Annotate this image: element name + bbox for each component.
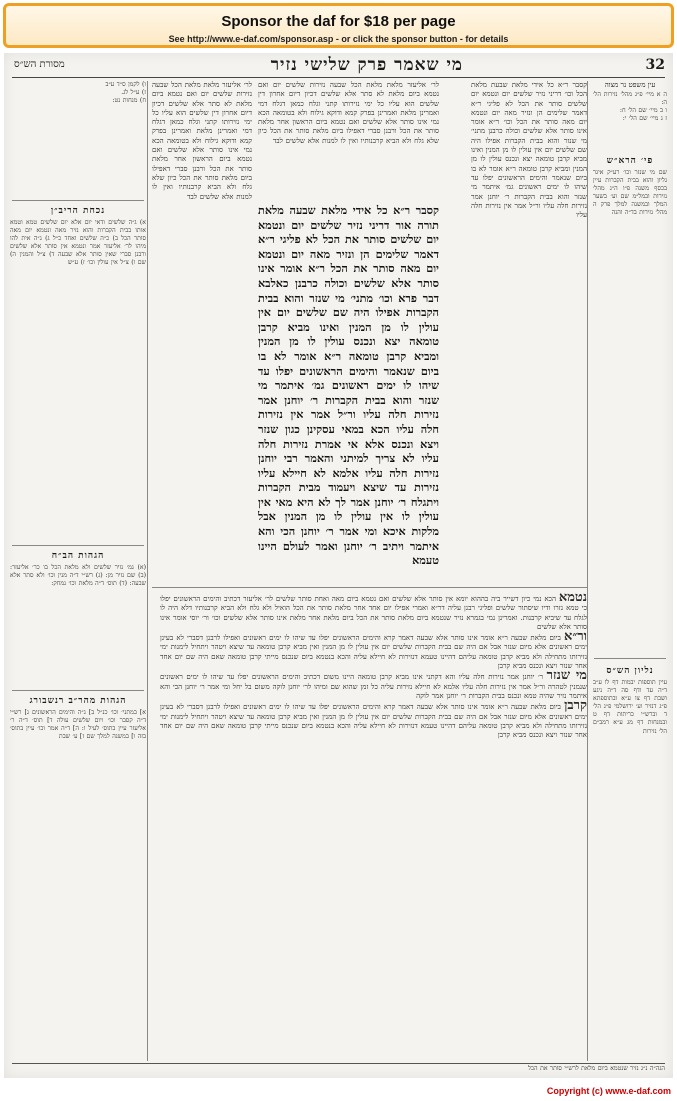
page-header	[4, 53, 673, 79]
gilyon-hashas	[593, 663, 667, 1063]
box-divider	[594, 658, 666, 659]
sponsor-subtitle[interactable]: See http://www.e-daf.com/sponsor.asp - or click the sponsor button - for details	[168, 34, 509, 44]
tosafot-column	[152, 81, 252, 581]
bach-text: (א) גמ׳ נזיר שלשים ולא מלאת הכל בו כר׳ אליעזר: (ב) שם נזיר מן: (ג) רש״י ד״ה מנין וכו׳ ולא סתר אלא שבעה: (ד) תוס׳ ד״ה מלאת וכו׳ נמחק:	[10, 564, 146, 588]
ein-mishpat-line: ו ב מיי׳ שם הל׳ ח:	[619, 107, 667, 115]
rashi-heading: פי׳ הרא״ש	[606, 156, 654, 166]
bottom-footnote: הגה״ה נ״ג נזיר שנטמא ביום מלאת לרש״י סותר את הכל	[528, 1065, 665, 1072]
lower-text-b-body: ביום מלאת שבעה ר״א אומר אינו סותר אלא שבעה דאמר קרא והימים הראשונים יפלו עד שיהו לו ימים ראשונים ואפילו לרבנן דסברי לא בעינן ימים ראשונים אלא מיום שנזר אבל אם היה שם בבית הקברות שלשים יום אין עולין לו מן המנין ואין מביא קרבן טומאה עד שיצא ויטהר ויתחיל לימנות ימי נזירותו מתחילה ולא מביא קרבן טומאה עליהם דהיינו טעמא דנזירות לא חיילא עליה והכא בנטמא ביום שנכנס מייתי קרבן טומאה שאם היה שם יום אחד אחר שנזר ויצא ונכנס מביא קרבן	[160, 634, 587, 671]
gilyon-text: עיין תוספות יבמות דף לו ע״ב ד״ה עד ודף סה ד״ה ניגע ושבת דף צו ע״א ובתוספתא פ״ג דנזיר וע׳ ירושלמי פ״ג הל׳ ד וברש״י כריתות דף ט ובמנחות דף מג ע״א רמב״ם הל׳ נזירות	[593, 679, 667, 735]
tosafot-text: לר׳ אליעזר מלאת מלאת הכל שבעה נזירות שלשים יום ואם נטמא ביום מלאת לא סתר אלא שלשים דכיון דיום אחרון דין שלשים הוא עליו כל ימי נזירותו קתני וגלח כמאן דגלח דמי ואמרינן מלאת ואמרינן בפרק קמא ודוקא גילוח ולא בטומאה הכא נמי אינו סותר אלא שלשים ואם נטמא ביום הראשון אחר מלאת סותר את הכל ורבנן סברי דאפילו ביום מלאת סותר את הכל כיון שלא גלח ולא הביא קרבנותיו ואין לו למנות אלא שלשים לבד	[152, 81, 252, 201]
masoret-line: ח) מנחות נט:	[112, 97, 146, 105]
lower-commentary	[160, 593, 587, 1053]
gemara-column	[258, 203, 439, 583]
lower-text-a	[160, 593, 587, 632]
dibur-hamatchil: נטמא	[558, 593, 587, 605]
column-divider	[147, 81, 148, 1061]
copyright-notice[interactable]: Copyright (c) www.e-daf.com	[546, 1086, 671, 1096]
dibur-hamatchil: מי שנזר	[546, 668, 587, 684]
hagahot-maharab	[10, 693, 146, 1073]
maharab-heading: הגהות מהר״ב רנשבורג	[29, 696, 127, 706]
left-masoret	[10, 81, 146, 201]
sponsor-title[interactable]: Sponsor the daf for $18 per page	[221, 13, 456, 30]
lower-text-d-body: ביום מלאת שבעה ר״א אומר אינו סותר אלא שבעה דאמר קרא והימים הראשונים יפלו עד שיהו לו ימים ראשונים ואפילו לרבנן דסברי לא בעינן ימים ראשונים אלא מיום שנזר אבל אם היה שם בבית הקברות שלשים יום אין עולין לו מן המנין ואין מביא קרבן טומאה עד שיצא ויטהר ויתחיל לימנות ימי נזירותו מתחילה ולא מביא קרבן טומאה עליהם דהיינו טעמא דנזירות לא חיילא עליה והכא בנטמא ביום שנכנס מייתי קרבן טומאה שאם היה שם יום אחד אחר שנזר ויצא ונכנס מביא קרבן	[160, 703, 587, 740]
nusach-haribban	[10, 203, 146, 543]
box-divider	[12, 200, 144, 201]
sponsor-banner[interactable]	[3, 3, 674, 48]
lower-text-c	[160, 668, 587, 701]
ein-mishpat-line: ה א מיי׳ פ״ג מהל׳ נזירות הל׳ ה:	[593, 91, 667, 107]
bach-heading: הגהות הב״ח	[51, 551, 105, 561]
gemara-text: קסבר ר״א כל אידי מלאת שבעה מלאת תורה אור דריני נזיר שלשים יום ונטמא יום שלשים סותר את הכל לא פליגי ר״א דאמר שלימים הן ונזיר מאה יום ונטמא יום מאה סותר את הכל ר״א אומר אינו סותר אלא שלשים וכולה כרבנן כאלבא דבר פרא וכו׳ מתני׳ מי שנזר והוא בבית הקברות אפילו היה שם שלשים יום אין עולין לו מן המנין ואינו מביא קרבן טומאה יצא ונכנס עולין לו מן המנין ומביא קרבן טומאה ר״א אומר לא בו ביום שנאמר והימים הראשונים יפלו עד שיהו לו ימים ראשונים גמ׳ איתמר מי שנזר והוא בבית הקברות ר׳ יוחנן אמר נזירות חלה עליו ור״ל אמר אין נזירות חלה עליו הכא במאי עסקינן כגון שנזר ויצא ונכנס אלא אי אמרת נזירות חלה עליו לא צריך למיתני והאמר רבי יוחנן נזירות חלה עליו אלמא לא חיילא עליו נזירות עד שיצא ויעמוד מבית הקברות ויתגלח ר׳ יוחנן אמר לך לא היא מאי אין עולין לו אין עולין לו מן המנין אבל מלקות איכא ומי אמר ר׳ יוחנן הכי והא איתמר ויתיב ר׳ יוחנן ואמר לעולם היינו טעמא	[258, 203, 439, 568]
box-divider	[12, 545, 144, 546]
rashi-column	[471, 81, 587, 581]
bottom-rule	[12, 1063, 665, 1064]
header-rule	[12, 77, 665, 78]
masoret-line: ז) ע״ל לג.	[121, 89, 146, 97]
maharab-text: א] במתני׳ וכו׳ כנ״ל ב] ג״ה והימים הראשונים ג] רש״י ד״ה קסבר וכו׳ ויום שלשים עולה ד] תוס׳ ד״ה ר׳ אליעזר עיין בתוס׳ לעיל ו: ה] ד״ה אמר וכו׳ עיין בתוס׳ בזה ו] במשנה למלך שם ז] ע׳ שבת	[10, 709, 146, 741]
dibur-hamatchil: קרבן	[564, 698, 587, 714]
lower-text-c-body: ר׳ יוחנן אמר נזירות חלה עליו והא דקתני אינו מביא קרבן טומאה היינו משום דכתיב והימים הראשונים יפלו עד שיהו לו ימים ראשונים שנמנין לטהרה ור״ל אמר אין נזירות חלה עליו אלמא לא חיילא נזירות עליה כל זמן שהוא שם ומיהו לר׳ יוחנן לוקה משום בל יחל ומי אמר ר׳ יוחנן הכי והא איתמר נזיר שהיה טמא ונכנס בבית הקברות ר׳ יוחנן אמר לוקה	[160, 673, 587, 700]
dibur-hamatchil: ור״א	[564, 629, 587, 645]
ein-mishpat	[593, 81, 667, 151]
nusach-text: א) ג״ה שלשים ודאי יום אלא יום שלשים טמא וטמא אותו בבית הקברות והוא נזיר מאה ונטמא יום מאה סותר הכל ב) כ״ה שלשים ואחד כ״ל ג) ג״ה אית להו מיהו לר׳ אליעזר אמר ונטמא אין סותר אלא שלשים ורבנן סברי שאין סותר אלא שבעה ד) צ״ל והמנין ה) שם ו) צ״ל אין עולין וכו׳ ז) ע״ש	[10, 219, 146, 267]
lower-text-a-body: הכא נמי כיון דשייר ביה בההוא יומא אין סותר אלא שלשים ואם נטמא ביום מאה ואחת סותר שלשים לר׳ אליעזר דכתיב והימים הראשונים יפלו כי טמא נזרו ודיו שיסתור שלשים ופליגי רבנן עליה דר״א ואמרי אפילו יום אחד אחר מלאת סותר את הכל הואיל ולא גלח ולא הביא קרבנותיו דלא היה לו לגלח עד שיביא קרבנות. ואמרינן נמי בגמרא נזיר שנטמא ביום מלאת סותר את הכל ביום מלאת אחר מלאת אינו סותר אלא שלשים וכו׳ ור׳ יוסי אומר אינו סותר אלא שלשים	[160, 595, 587, 631]
section-divider	[152, 587, 588, 588]
right-margin-text: שם מי שנזר וכו׳ רע״ק איגר גליון והוא בבית הקברות עיין בכסף משנה פ״ו ה״ג מהל׳ נזירות ובמל״מ שם וע׳ בשער המלך ובמשנה למלך פרק ה מהל׳ נזירות בד״ה והנה	[593, 169, 667, 217]
running-head: מי שאמר פרק שלישי נזיר	[270, 55, 463, 75]
masoret-label: מסורת הש״ס	[14, 59, 65, 70]
hagahot-habach	[10, 548, 146, 688]
masoret-line: ו) לקמן ס״ד ע״ב	[105, 81, 146, 88]
gemara-upper	[258, 81, 439, 199]
ein-mishpat-line: ז ג מיי׳ שם הל׳ י:	[622, 115, 667, 123]
gilyon-heading: נליון הש״ס	[606, 666, 654, 676]
lower-text-d	[160, 698, 587, 740]
ein-mishpat-label: עין משפט נר מצוה	[604, 81, 656, 89]
lower-text-b	[160, 629, 587, 671]
tosafot-text: לר׳ אליעזר מלאת מלאת הכל שבעה נזירות שלשים יום ואם נטמא ביום מלאת לא סתר אלא שלשים דכיון דיום אחרון דין שלשים הוא עליו כל ימי נזירותו קתני וגלח כמאן דגלח דמי ואמרינן מלאת ואמרינן בפרק קמא ודוקא גילוח ולא בטומאה הכא נמי אינו סותר אלא שלשים ואם נטמא ביום הראשון אחר מלאת סותר את הכל ורבנן סברי דאפילו ביום מלאת סותר את הכל כיון שלא גלח ולא הביא קרבנותיו ואין לו למנות אלא שלשים לבד	[258, 81, 439, 145]
box-divider	[12, 690, 144, 691]
talmud-page	[4, 53, 673, 1078]
nusach-heading: נכחת הריב״ן	[50, 206, 106, 216]
rashi-text: קסבר ר״א כל אידי מלאת שבעת מלאת הכל וכו׳ דריני נזיר שלשים יום ונטמא יום שלשים סותר את הכל לא פליגי ר״א דאמר שלימים הן ונזיר מאה יום ונטמא יום מאה סותר את הכל וכו׳ ר״א אומר אינו סותר אלא שלשים וכולה כרבנן מתני׳ מי שנזר והוא בבית הקברות אפילו היה שם שלשים יום אין עולין לו מן המנין ואינו מביא קרבן טומאה יצא ונכנס עולין לו מן המנין ומביא קרבן טומאה ר״א אומר לא בו ביום שנאמר והימים הראשונים יפלו עד שיהו לו ימים ראשונים גמ׳ איתמר מי שנזר והוא בבית הקברות ר׳ יוחנן אמר נזירות חלה עליו ור״ל אמר אין נזירות חלה עליו	[471, 81, 587, 220]
column-divider	[587, 81, 588, 1061]
right-margin-commentary	[593, 153, 667, 653]
page-number: 32	[645, 57, 665, 73]
